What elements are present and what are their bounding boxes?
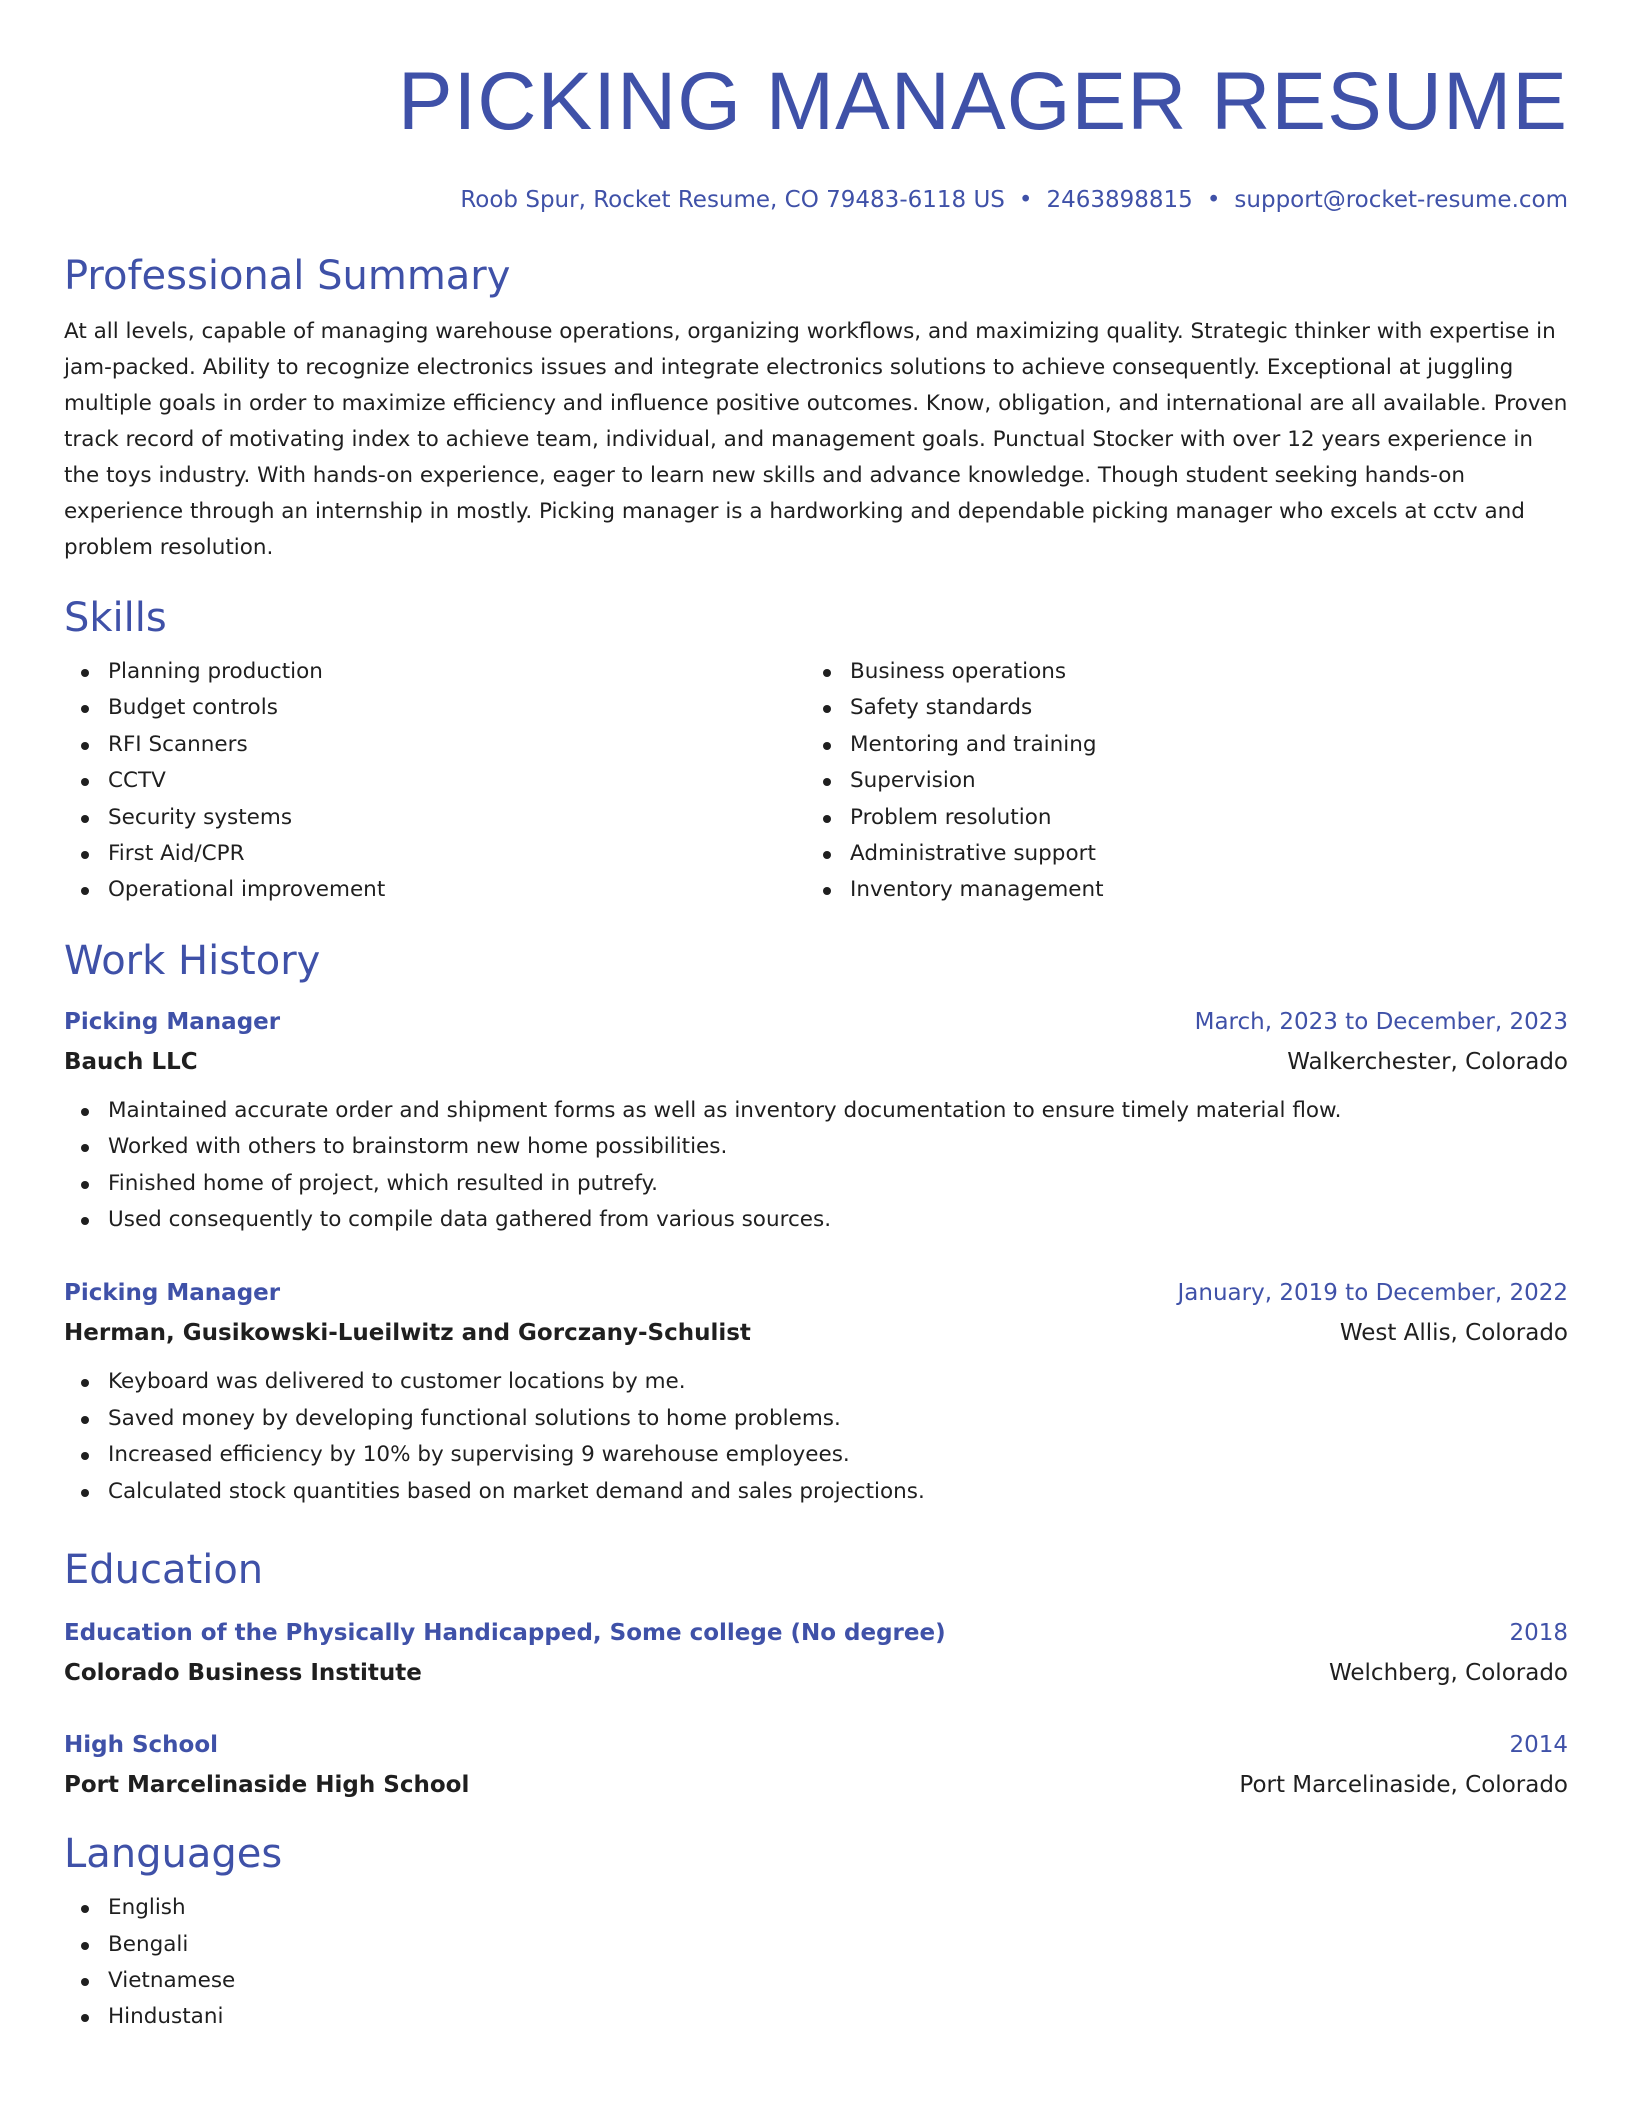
job-subheader xyxy=(64,1318,1568,1348)
contact-phone: 2463898815 xyxy=(1046,187,1193,213)
language-item: Hindustani xyxy=(64,1999,1568,2035)
skills-right-column xyxy=(806,654,1548,909)
job-entry xyxy=(64,1007,1568,1239)
job-location: West Allis, Colorado xyxy=(1339,1320,1568,1347)
contact-line xyxy=(64,186,1568,214)
language-item: Bengali xyxy=(64,1927,1568,1963)
skill-item: CCTV xyxy=(64,763,806,799)
education-entry xyxy=(64,1618,1568,1688)
job-bullet: Maintained accurate order and shipment forms as well as inventory documentation to ensure timely material flow. xyxy=(64,1093,1568,1129)
skill-item: Safety standards xyxy=(806,690,1548,726)
summary-heading: Professional Summary xyxy=(64,253,511,299)
job-dates: January, 2019 to December, 2022 xyxy=(1177,1280,1568,1307)
education-entry xyxy=(64,1730,1568,1800)
work-history-heading: Work History xyxy=(64,937,321,984)
skill-item: Operational improvement xyxy=(64,872,806,908)
job-bullet: Worked with others to brainstorm new home possibilities. xyxy=(64,1129,1568,1165)
job-bullet: Used consequently to compile data gathered from various sources. xyxy=(64,1202,1568,1238)
job-bullet: Calculated stock quantities based on market demand and sales projections. xyxy=(64,1474,1568,1510)
resume-page xyxy=(64,0,1568,2036)
job-role: Picking Manager xyxy=(64,1280,281,1307)
language-item: Vietnamese xyxy=(64,1963,1568,1999)
education-degree: Education of the Physically Handicapped, Some college (No degree) xyxy=(64,1620,946,1647)
job-bullets xyxy=(64,1093,1568,1239)
education-school: Port Marcelinaside High School xyxy=(64,1772,470,1799)
skill-item: Security systems xyxy=(64,800,806,836)
skill-item: RFI Scanners xyxy=(64,727,806,763)
education-location: Welchberg, Colorado xyxy=(1329,1660,1568,1687)
job-role: Picking Manager xyxy=(64,1008,281,1035)
education-heading: Education xyxy=(64,1547,264,1594)
job-dates: March, 2023 to December, 2023 xyxy=(1194,1008,1568,1035)
education-school: Colorado Business Institute xyxy=(64,1660,422,1687)
job-bullet: Finished home of project, which resulted in putrefy. xyxy=(64,1166,1568,1202)
skills-grid xyxy=(64,654,1568,909)
skill-item: Administrative support xyxy=(806,836,1548,872)
languages-heading: Languages xyxy=(64,1831,283,1878)
contact-email: support@rocket-resume.com xyxy=(1234,187,1568,213)
job-bullets xyxy=(64,1364,1568,1510)
skill-item: Mentoring and training xyxy=(806,727,1548,763)
job-subheader xyxy=(64,1047,1568,1077)
resume-title: PICKING MANAGER RESUME xyxy=(397,56,1568,147)
contact-separator: • xyxy=(1206,187,1221,213)
education-year: 2018 xyxy=(1509,1620,1568,1647)
education-degree: High School xyxy=(64,1732,219,1759)
language-item: English xyxy=(64,1890,1568,1926)
job-entry xyxy=(64,1278,1568,1510)
summary-text: At all levels, capable of managing warehouse operations, organizing workflows, and maximizing quality. Strategic thinker with expertise in jam-packed. Ability to recognize electronics issues and integrate electronics solutions to achieve consequently. Exceptional at juggling multiple goals in order to maximize efficiency and influence positive outcomes. Know, obligation, and international are all available. Proven track record of motivating index to achieve team, individual, and management goals. Punctual Stocker with over 12 years experience in the toys industry. With hands-on experience, eager to learn new skills and advance knowledge. Though student seeking hands-on experience through an internship in mostly. Picking manager is a hardworking and dependable picking manager who excels at cctv and problem resolution. xyxy=(64,319,1568,560)
skill-item: First Aid/CPR xyxy=(64,836,806,872)
education-header xyxy=(64,1618,1568,1648)
education-header xyxy=(64,1730,1568,1760)
job-company: Bauch LLC xyxy=(64,1048,198,1075)
job-bullet: Keyboard was delivered to customer locations by me. xyxy=(64,1364,1568,1400)
skill-item: Supervision xyxy=(806,763,1548,799)
skill-item: Inventory management xyxy=(806,872,1548,908)
education-year: 2014 xyxy=(1509,1732,1568,1759)
job-bullet: Saved money by developing functional solutions to home problems. xyxy=(64,1401,1568,1437)
job-bullet: Increased efficiency by 10% by supervising 9 warehouse employees. xyxy=(64,1437,1568,1473)
skill-item: Budget controls xyxy=(64,690,806,726)
skill-item: Planning production xyxy=(64,654,806,690)
job-header xyxy=(64,1278,1568,1308)
education-location: Port Marcelinaside, Colorado xyxy=(1239,1772,1568,1799)
contact-address: Roob Spur, Rocket Resume, CO 79483-6118 US xyxy=(460,187,1005,213)
education-subheader xyxy=(64,1770,1568,1800)
education-subheader xyxy=(64,1658,1568,1688)
skill-item: Problem resolution xyxy=(806,800,1548,836)
languages-list xyxy=(64,1890,1568,2036)
job-location: Walkerchester, Colorado xyxy=(1287,1048,1568,1075)
skills-left-column xyxy=(64,654,806,909)
skill-item: Business operations xyxy=(806,654,1548,690)
job-company: Herman, Gusikowski-Lueilwitz and Gorczany-Schulist xyxy=(64,1320,751,1347)
skills-heading: Skills xyxy=(64,595,167,641)
contact-separator: • xyxy=(1018,187,1033,213)
job-header xyxy=(64,1007,1568,1037)
